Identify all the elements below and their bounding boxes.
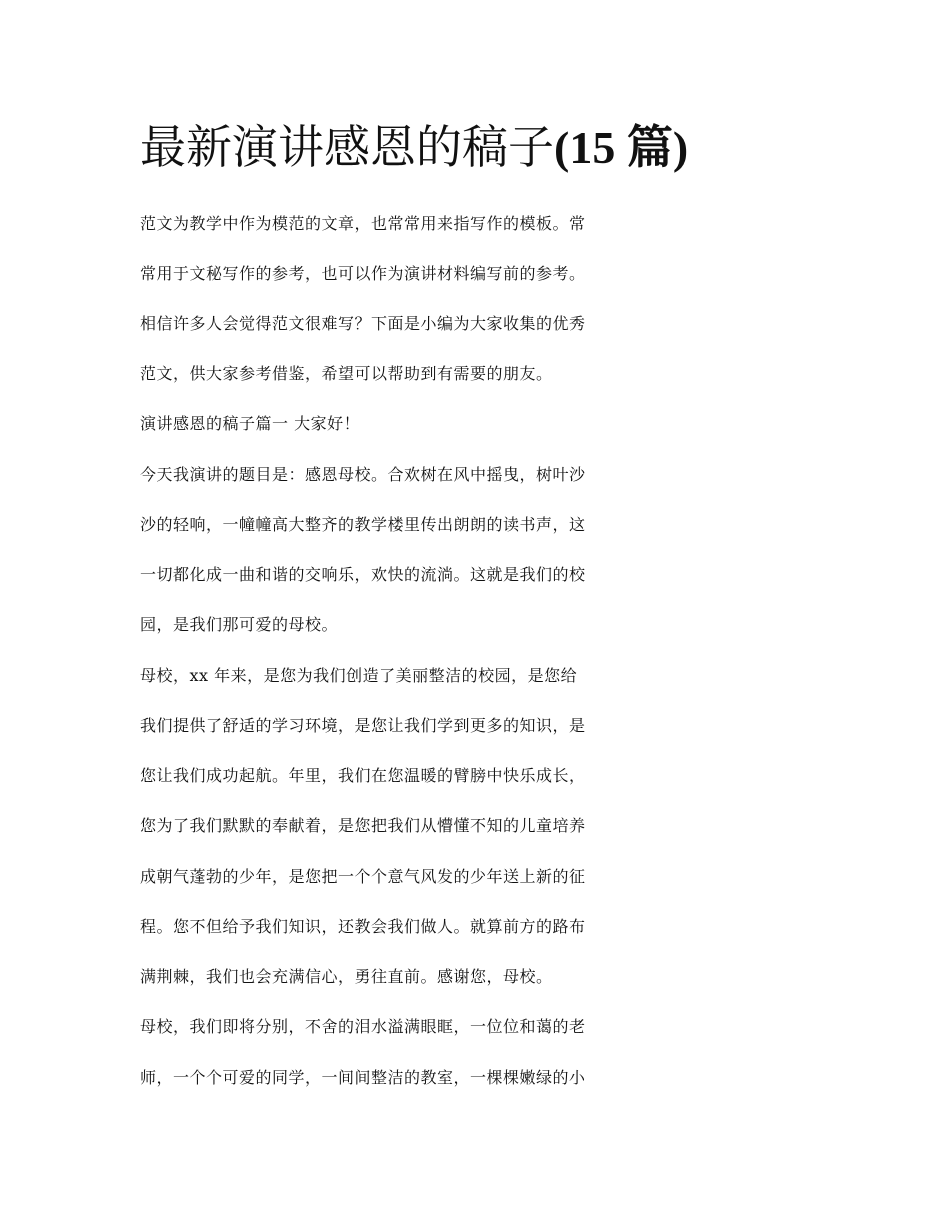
body-line: 您为了我们默默的奉献着，是您把我们从懵懂不知的儿童培养 <box>140 816 586 835</box>
body-line: 园，是我们那可爱的母校。 <box>140 615 339 634</box>
body-line: 今天我演讲的题目是：感恩母校。合欢树在风中摇曳，树叶沙 <box>140 465 586 484</box>
body-line: 您让我们成功起航。年里，我们在您温暖的臂膀中快乐成长， <box>140 766 586 785</box>
body-line: 范文为教学中作为模范的文章，也常常用来指写作的模板。常 <box>140 214 586 233</box>
body-line: 师，一个个可爱的同学，一间间整洁的教室，一棵棵嫩绿的小 <box>140 1068 586 1087</box>
body-line: 满荆棘，我们也会充满信心，勇往直前。感谢您，母校。 <box>140 967 553 986</box>
body-line: 一切都化成一曲和谐的交响乐，欢快的流淌。这就是我们的校 <box>140 565 586 584</box>
section-heading: 演讲感恩的稿子篇一 大家好！ <box>140 414 361 433</box>
body-line: 相信许多人会觉得范文很难写？下面是小编为大家收集的优秀 <box>140 314 586 333</box>
document-title <box>140 116 820 179</box>
body-line: 我们提供了舒适的学习环境，是您让我们学到更多的知识，是 <box>140 716 586 735</box>
body-line: 范文，供大家参考借鉴，希望可以帮助到有需要的朋友。 <box>140 364 553 383</box>
body-line: 成朝气蓬勃的少年，是您把一个个意气风发的少年送上新的征 <box>140 867 586 886</box>
body-line: 沙的轻响，一幢幢高大整齐的教学楼里传出朗朗的读书声，这 <box>140 515 586 534</box>
body-line: 母校，我们即将分别，不舍的泪水溢满眼眶，一位位和蔼的老 <box>140 1017 586 1036</box>
body-line: 常用于文秘写作的参考，也可以作为演讲材料编写前的参考。 <box>140 264 586 283</box>
document-title-text: 最新演讲感恩的稿子 <box>140 120 554 174</box>
body-line: 程。您不但给予我们知识，还教会我们做人。就算前方的路布 <box>140 917 586 936</box>
document-title-count: (15 篇) <box>554 122 689 173</box>
body-line: 母校，xx 年来，是您为我们创造了美丽整洁的校园，是您给 <box>140 666 578 685</box>
